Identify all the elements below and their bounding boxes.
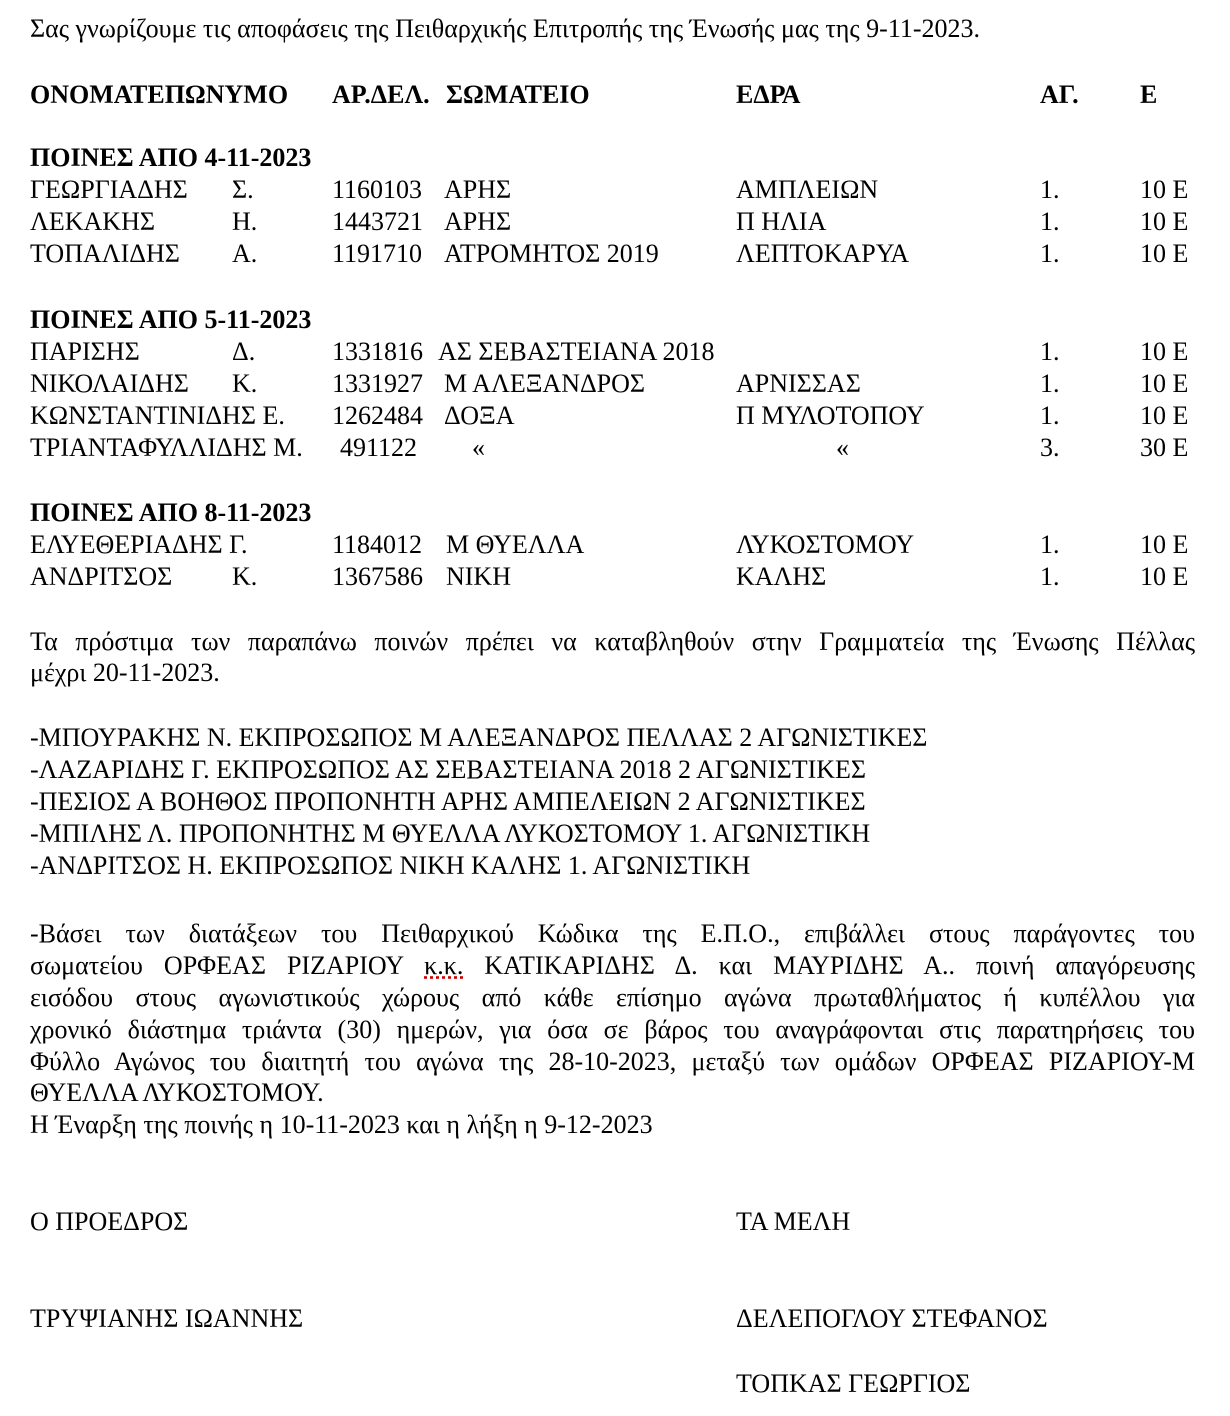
row-surname: ΕΛΥΕΘΕΡΙΑΔΗΣ Γ.	[30, 530, 248, 559]
payment-note-line1: Τα πρόστιμα των παραπάνω ποινών πρέπει να καταβληθούν στην Γραμματεία της Ένωσης Πέλλας	[30, 627, 1195, 656]
row-matches: 1.	[1040, 337, 1060, 366]
row-fine: 10 Ε	[1140, 562, 1189, 591]
member-name: ΤΟΠΚΑΣ ΓΕΩΡΓΙΟΣ	[736, 1369, 971, 1398]
row-club: ΑΡΗΣ	[444, 175, 512, 204]
row-initial: Κ.	[232, 369, 258, 398]
list-item: -ΜΠΙΛΗΣ Λ. ΠΡΟΠΟΝΗΤΗΣ Μ ΘΥΕΛΛΑ ΛΥΚΟΣΤΟΜΟΥ 1. ΑΓΩΝΙΣΤΙΚΗ	[30, 819, 871, 848]
decision-line: -Βάσει των διατάξεων του Πειθαρχικού Κώδικα της Ε.Π.Ο., επιβάλλει στους παράγοντες του	[30, 919, 1195, 948]
list-item: -ΑΝΔΡΙΤΣΟΣ Η. ΕΚΠΡΟΣΩΠΟΣ ΝΙΚΗ ΚΑΛΗΣ 1. ΑΓΩΝΙΣΤΙΚΗ	[30, 851, 751, 880]
decision-line-abbrev: κ.κ.	[424, 951, 464, 980]
row-surname: ΤΡΙΑΝΤΑΦΥΛΛΙΔΗΣ Μ.	[30, 433, 303, 462]
row-club: ΑΤΡΟΜΗΤΟΣ 2019	[444, 239, 659, 268]
row-initial: Α.	[232, 239, 258, 268]
decision-line-part: σωματείου ΟΡΦΕΑΣ ΡΙΖΑΡΙΟΥ	[30, 951, 404, 980]
row-id: 1191710	[332, 239, 423, 268]
row-matches: 1.	[1040, 530, 1060, 559]
row-club: ΑΡΗΣ	[444, 207, 512, 236]
row-fine: 10 Ε	[1140, 175, 1189, 204]
row-id: 1331927	[332, 369, 423, 398]
payment-note-line2: μέχρι 20-11-2023.	[30, 658, 220, 687]
members-title: ΤΑ ΜΕΛΗ	[736, 1207, 851, 1236]
row-surname: ΚΩΝΣΤΑΝΤΙΝΙΔΗΣ Ε.	[30, 401, 285, 430]
decision-line: Φύλλο Αγώνος του διαιτητή του αγώνα της 28-10-2023, μεταξύ των ομάδων ΟΡΦΕΑΣ ΡΙΖΑΡΙΟΥ-Μ	[30, 1047, 1195, 1076]
row-surname: ΓΕΩΡΓΙΑΔΗΣ	[30, 175, 188, 204]
list-item: -ΛΑΖΑΡΙΔΗΣ Γ. ΕΚΠΡΟΣΩΠΟΣ ΑΣ ΣΕΒΑΣΤΕΙΑΝΑ 2018 2 ΑΓΩΝΙΣΤΙΚΕΣ	[30, 755, 867, 784]
row-initial: Σ.	[232, 175, 254, 204]
row-matches: 1.	[1040, 369, 1060, 398]
row-club: Μ ΑΛΕΞΑΝΔΡΟΣ	[444, 369, 646, 398]
row-club: ΔΟΞΑ	[444, 401, 515, 430]
row-matches: 1.	[1040, 401, 1060, 430]
row-id: 1367586	[332, 562, 423, 591]
row-initial: Η.	[232, 207, 258, 236]
list-item: -ΜΠΟΥΡΑΚΗΣ Ν. ΕΚΠΡΟΣΩΠΟΣ Μ ΑΛΕΞΑΝΔΡΟΣ ΠΕΛΛΑΣ 2 ΑΓΩΝΙΣΤΙΚΕΣ	[30, 723, 928, 752]
row-seat: «	[836, 433, 849, 462]
intro-text: Σας γνωρίζουμε τις αποφάσεις της Πειθαρχικής Επιτροπής της Ένωσής μας της 9-11-2023.	[30, 14, 981, 43]
decision-line: εισόδου στους αγωνιστικούς χώρους από κάθε επίσημο αγώνα πρωταθλήματος ή κυπέλλου για	[30, 983, 1195, 1012]
row-club: Μ ΘΥΕΛΛΑ	[446, 530, 585, 559]
row-seat: ΚΑΛΗΣ	[736, 562, 827, 591]
row-id: 1331816	[332, 337, 423, 366]
row-id: 1262484	[332, 401, 423, 430]
row-surname: ΠΑΡΙΣΗΣ	[30, 337, 140, 366]
header-matches: ΑΓ.	[1040, 80, 1079, 109]
row-surname: ΑΝΔΡΙΤΣΟΣ	[30, 562, 173, 591]
row-initial: Δ.	[232, 337, 256, 366]
member-name: ΔΕΛΕΠΟΓΛΟΥ ΣΤΕΦΑΝΟΣ	[736, 1304, 1048, 1333]
row-surname: ΝΙΚΟΛΑΙΔΗΣ	[30, 369, 189, 398]
section-title: ΠΟΙΝΕΣ ΑΠΟ 5-11-2023	[30, 305, 312, 334]
section-title: ΠΟΙΝΕΣ ΑΠΟ 8-11-2023	[30, 498, 312, 527]
row-club: ΑΣ ΣΕΒΑΣΤΕΙΑΝΑ 2018	[438, 337, 715, 366]
row-fine: 10 Ε	[1140, 239, 1189, 268]
president-title: Ο ΠΡΟΕΔΡΟΣ	[30, 1207, 189, 1236]
row-id: 1184012	[332, 530, 423, 559]
row-club: ΝΙΚΗ	[446, 562, 511, 591]
row-id: 491122	[340, 433, 418, 462]
header-seat: ΕΔΡΑ	[736, 80, 801, 109]
row-seat: ΑΜΠΛΕΙΩΝ	[736, 175, 879, 204]
header-club: ΣΩΜΑΤΕΙΟ	[446, 80, 590, 109]
row-fine: 10 Ε	[1140, 207, 1189, 236]
row-matches: 1.	[1040, 207, 1060, 236]
row-fine: 10 Ε	[1140, 369, 1189, 398]
header-name: ΟΝΟΜΑΤΕΠΩΝΥΜΟ	[30, 80, 289, 109]
row-matches: 3.	[1040, 433, 1060, 462]
row-matches: 1.	[1040, 239, 1060, 268]
decision-dates: Η Έναρξη της ποινής η 10-11-2023 και η λήξη η 9-12-2023	[30, 1110, 653, 1139]
row-surname: ΛΕΚΑΚΗΣ	[30, 207, 155, 236]
president-name: ΤΡΥΨΙΑΝΗΣ ΙΩΑΝΝΗΣ	[30, 1304, 304, 1333]
row-club: «	[472, 433, 485, 462]
row-seat: Π ΗΛΙΑ	[736, 207, 827, 236]
row-surname: ΤΟΠΑΛΙΔΗΣ	[30, 239, 180, 268]
row-id: 1160103	[332, 175, 423, 204]
row-matches: 1.	[1040, 562, 1060, 591]
row-fine: 30 Ε	[1140, 433, 1189, 462]
decision-line: ΘΥΕΛΛΑ ΛΥΚΟΣΤΟΜΟΥ.	[30, 1078, 324, 1107]
decision-line	[30, 950, 1195, 982]
row-id: 1443721	[332, 207, 423, 236]
row-fine: 10 Ε	[1140, 530, 1189, 559]
decision-line-part: ΚΑΤΙΚΑΡΙΔΗΣ Δ. και ΜΑΥΡΙΔΗΣ Α.. ποινή απαγόρευσης	[484, 951, 1195, 980]
row-fine: 10 Ε	[1140, 337, 1189, 366]
header-id: ΑΡ.ΔΕΛ.	[332, 80, 430, 109]
row-initial: Κ.	[232, 562, 258, 591]
row-seat: ΑΡΝΙΣΣΑΣ	[736, 369, 861, 398]
row-seat: ΛΥΚΟΣΤΟΜΟΥ	[736, 530, 915, 559]
list-item: -ΠΕΣΙΟΣ Α ΒΟΗΘΟΣ ΠΡΟΠΟΝΗΤΗ ΑΡΗΣ ΑΜΠΕΛΕΙΩΝ 2 ΑΓΩΝΙΣΤΙΚΕΣ	[30, 787, 866, 816]
row-seat: Π ΜΥΛΟΤΟΠΟΥ	[736, 401, 925, 430]
section-title: ΠΟΙΝΕΣ ΑΠΟ 4-11-2023	[30, 143, 312, 172]
row-matches: 1.	[1040, 175, 1060, 204]
decision-line: χρονικό διάστημα τριάντα (30) ημερών, για όσα σε βάρος του αναγράφονται στις παρατηρήσεις του	[30, 1015, 1195, 1044]
row-seat: ΛΕΠΤΟΚΑΡΥΑ	[736, 239, 909, 268]
header-fine: Ε	[1140, 80, 1158, 109]
row-fine: 10 Ε	[1140, 401, 1189, 430]
